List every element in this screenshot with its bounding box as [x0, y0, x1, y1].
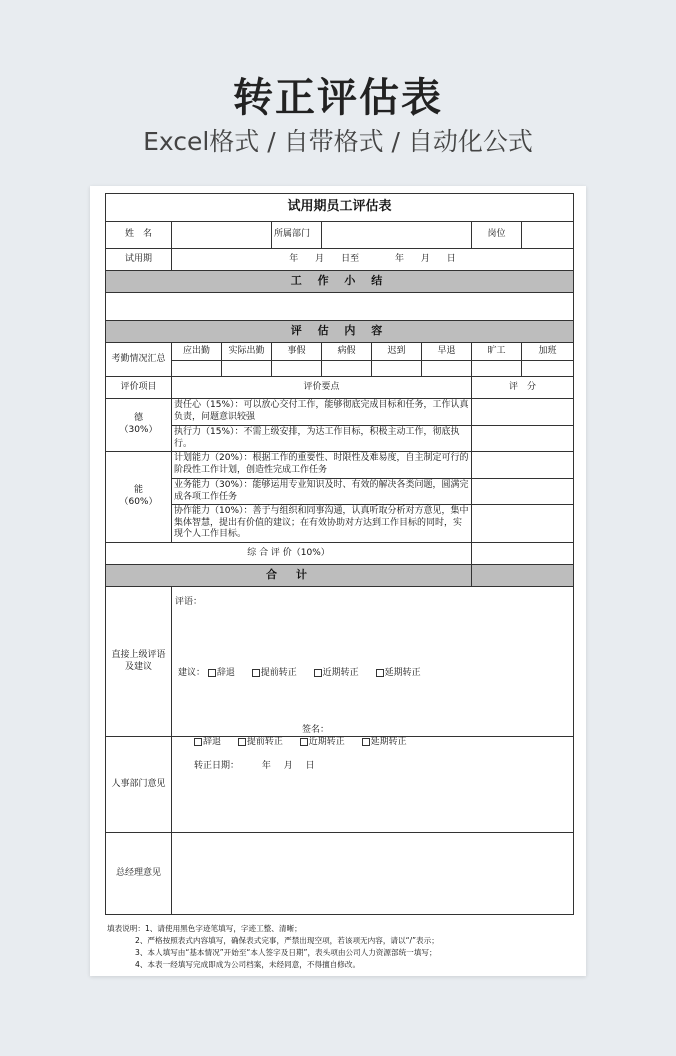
checkbox-icon[interactable]	[208, 669, 216, 677]
work-summary-header: 工 作 小 结	[106, 271, 574, 293]
form-sheet	[90, 186, 586, 976]
checkbox-icon[interactable]	[238, 738, 246, 746]
month-text: 月	[315, 253, 325, 264]
evaluation-form	[105, 193, 574, 915]
hr-label: 人事部门意见	[106, 737, 172, 833]
checkbox-icon[interactable]	[252, 669, 260, 677]
department-field[interactable]	[322, 222, 472, 249]
form-title: 试用期员工评估表	[106, 194, 574, 222]
virtue-execution: 执行力（15%）：不需上级安排，为达工作目标，积极主动工作，彻底执行。	[172, 426, 472, 452]
probation-date-range[interactable]	[172, 249, 574, 271]
name-field[interactable]	[172, 222, 272, 249]
department-label: 所属部门	[272, 222, 322, 249]
checkbox-icon[interactable]	[194, 738, 202, 746]
attendance-value[interactable]	[522, 361, 574, 377]
option-dismiss[interactable]	[194, 737, 221, 747]
year-text: 年	[289, 253, 299, 264]
attendance-col-actual: 实际出勤	[222, 343, 272, 361]
attendance-col-late: 迟到	[372, 343, 422, 361]
option-label: 提前转正	[246, 737, 283, 747]
attendance-value[interactable]	[272, 361, 322, 377]
option-label: 延期转正	[370, 737, 407, 747]
name-label: 姓 名	[106, 222, 172, 249]
hr-opinion-area[interactable]	[172, 737, 574, 833]
hero-subtitle: Excel格式 / 自带格式 / 自动化公式	[143, 127, 533, 156]
option-early-regularize[interactable]	[238, 737, 283, 747]
day-to-text: 日至	[341, 253, 360, 264]
option-near-term-regularize[interactable]	[300, 737, 345, 747]
checkbox-icon[interactable]	[300, 738, 308, 746]
virtue-weight: （30%）	[119, 425, 158, 435]
option-label: 近期转正	[322, 668, 359, 678]
year-text: 年	[394, 253, 404, 264]
attendance-value[interactable]	[322, 361, 372, 377]
supervisor-comment-label: 评语：	[175, 597, 203, 607]
attendance-col-personal-leave: 事假	[272, 343, 322, 361]
option-label: 近期转正	[308, 737, 345, 747]
virtue-label-cell	[106, 399, 172, 452]
attendance-col-early-leave: 早退	[422, 343, 472, 361]
supervisor-suggestions	[178, 668, 435, 680]
supervisor-label: 直接上级评语及建议	[106, 587, 172, 737]
gm-opinion-area[interactable]	[172, 833, 574, 915]
option-delay-regularize[interactable]	[376, 668, 421, 678]
ability-collaboration: 协作能力（10%）：善于与组织和同事沟通，认真听取分析对方意见，集中集体智慧，提出有价值的建议；在有效协助对方达到工作目标的同时，实现个人工作目标。	[172, 505, 472, 543]
ability-business: 业务能力（30%）：能够运用专业知识及时、有效的解决各类问题，圆满完成各项工作任务	[172, 479, 472, 505]
work-summary-field[interactable]	[106, 293, 574, 321]
option-dismiss[interactable]	[208, 668, 235, 678]
attendance-value[interactable]	[372, 361, 422, 377]
instruction-line: 填表说明：1、请使用黑色字迹笔填写，字迹工整、清晰；	[107, 924, 302, 933]
attendance-label: 考勤情况汇总	[106, 343, 172, 377]
supervisor-sign-label: 签名：	[302, 725, 330, 735]
option-delay-regularize[interactable]	[362, 737, 407, 747]
attendance-col-overtime: 加班	[522, 343, 574, 361]
instruction-line: 2、严格按照表式内容填写，确保表式完事，严禁出现空项，若该项无内容，请以“/”表示；	[135, 936, 439, 945]
day-text: 日	[446, 253, 456, 264]
gm-label: 总经理意见	[106, 833, 172, 915]
attendance-col-sick-leave: 病假	[322, 343, 372, 361]
regularize-date-label: 转正日期：	[194, 761, 240, 771]
score-field[interactable]	[472, 452, 574, 479]
virtue-responsibility: 责任心（15%）：可以放心交付工作，能够彻底完成目标和任务，工作认真负责，问题意识较强	[172, 399, 472, 426]
option-early-regularize[interactable]	[252, 668, 297, 678]
option-label: 辞退	[203, 737, 222, 747]
suggestion-label: 建议：	[178, 668, 206, 678]
overall-score-field[interactable]	[472, 543, 574, 565]
score-field[interactable]	[472, 505, 574, 543]
instruction-line: 4、本表一经填写完成即成为公司档案，未经同意，不得擅自修改。	[135, 960, 361, 969]
checkbox-icon[interactable]	[376, 669, 384, 677]
month-text: 月	[283, 761, 293, 771]
attendance-value[interactable]	[472, 361, 522, 377]
eval-points-header: 评价要点	[172, 377, 472, 399]
overall-evaluation-label: 综 合 评 价（10%）	[106, 543, 472, 565]
attendance-col-due: 应出勤	[172, 343, 222, 361]
total-label: 合 计	[106, 565, 472, 587]
ability-weight: （60%）	[119, 497, 158, 507]
day-text: 日	[305, 761, 315, 771]
form-instructions	[107, 923, 577, 971]
hero-title: 转正评估表	[233, 75, 443, 121]
eval-item-header: 评价项目	[106, 377, 172, 399]
option-near-term-regularize[interactable]	[314, 668, 359, 678]
supervisor-comment-area[interactable]	[172, 587, 574, 737]
score-field[interactable]	[472, 426, 574, 452]
probation-label: 试用期	[106, 249, 172, 271]
hr-options	[194, 737, 421, 749]
checkbox-icon[interactable]	[314, 669, 322, 677]
ability-planning: 计划能力（20%）：根据工作的重要性、时限性及难易度，自主制定可行的阶段性工作计划，创造性完成工作任务	[172, 452, 472, 479]
month-text: 月	[420, 253, 430, 264]
score-field[interactable]	[472, 479, 574, 505]
score-field[interactable]	[472, 399, 574, 426]
position-field[interactable]	[522, 222, 574, 249]
ability-label: 能	[133, 485, 143, 496]
option-label: 提前转正	[260, 668, 297, 678]
attendance-value[interactable]	[172, 361, 222, 377]
option-label: 延期转正	[384, 668, 421, 678]
eval-score-header: 评 分	[472, 377, 574, 399]
total-score-field[interactable]	[472, 565, 574, 587]
option-label: 辞退	[216, 668, 235, 678]
attendance-value[interactable]	[222, 361, 272, 377]
ability-label-cell	[106, 452, 172, 543]
attendance-value[interactable]	[422, 361, 472, 377]
instruction-line: 3、本人填写由“基本情况”开始至“本人签字及日期”，表头项由公司人力资源部统一填写；	[135, 948, 437, 957]
position-label: 岗位	[472, 222, 522, 249]
evaluation-header: 评 估 内 容	[106, 321, 574, 343]
attendance-col-absent: 旷工	[472, 343, 522, 361]
checkbox-icon[interactable]	[362, 738, 370, 746]
virtue-label: 德	[133, 413, 143, 424]
year-text: 年	[261, 761, 271, 771]
hr-regularize-date	[194, 761, 315, 773]
